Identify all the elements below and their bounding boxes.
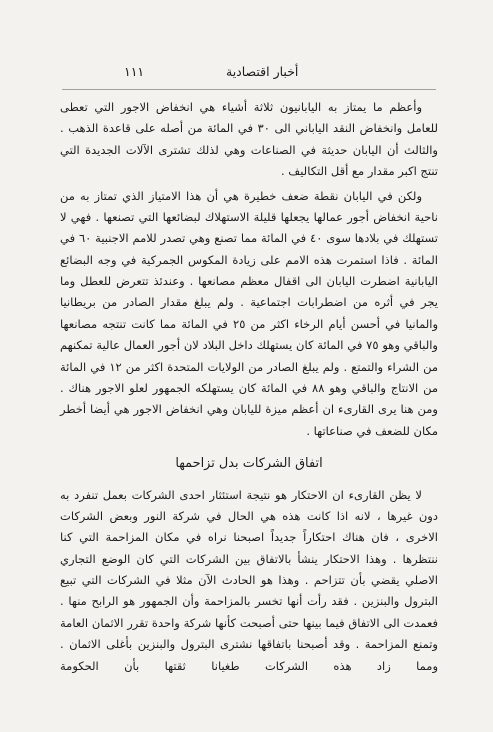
paragraph: لا يظن القارىء ان الاحتكار هو نتيجة استئثار احدى الشركات بعمل تنفرد به دون غيرها ، لانه اذا كانت هذه هي الحال في شركة النور وبعض الشركات الاخرى ، فان هناك احتكاراً جديداً اصبحنا نراه في مكان المزاحمة التي كنا ننتظرها . وهذا الاحتكار ينشأ بالاتفاق بين الشركات التي كان الوضع التجاري الاصلي يقضي بأن تتزاحم . وهذا هو الحادث الآن مثلا في الشركات التي تبيع البترول والبنزين . فقد رأت أنها تخسر بالمزاحمة وأن الجمهور هو الرابح منها . فعمدت الى الاتفاق فيما بينها حتى أصبحت كأنها شركة واحدة تقرر الاثمان العامة وتمنع المزاحمة . وقد أصبحنا باتفاقها نشترى البترول والبنزين بأغلى الاثمان . ومما زاد هذه الشركات طغيانا ثقتها بأن الحكومة [60,487,438,673]
body-text [60,97,438,677]
paragraph: ولكن في اليابان نقطة ضعف خطيرة هي أن هذا الامتياز الذي تمتاز به من ناحية انخفاض أجور عمالها يجعلها قليلة الاستهلاك لبضائعها التي تصنعها . فهي لا تستهلك في بلادها سوى ٤٠ في المائة مما تصنع وهي تصدر للامم الاجنبية ٦٠ في المائة . فاذا استمرت هذه الامم على زيادة المكوس الجمركية في وجه البضائع اليابانية اضطرت اليابان الى اقفال معظم مصانعها . وعندئذ تتعرض للعطل وما يجر في أثره من اضطرابات اجتماعية . ولم يبلغ مقدار الصادر من بريطانيا والمانيا في أحسن أيام الرخاء اكثر من ٢٥ في المائة مما كانت تنتجه مصانعها والباقي وهو ٧٥ في المائة كان يستهلك داخل البلاد لان أجور العمال عالية تمكنهم من الشراء والتمتع . ولم يبلغ الصادر من الولايات المتحدة اكثر من ١٢ في المائة من الانتاج والباقي وهو ٨٨ في المائة كان يستهلكه الجمهور لعلو الاجور هناك . ومن هنا يرى القارىء ان أعظم ميزة لليابان وهي انخفاض الاجور هي أيضا أخطر مكان للضعف في صناعاتها . [60,188,439,438]
paragraph: وأعظم ما يمتاز به اليابانيون ثلاثة أشياء هي انخفاض الاجور التي تعطى للعامل وانخفاض النقد الياباني الى ٣٠ في المائة من أصله على قاعدة الذهب . والثالث أن اليابان حديثة في الصناعات وهي لذلك تشترى الآلات الجديدة التي تنتج اكبر مقدار مع أقل التكاليف . [60,100,438,179]
running-title: أخبار اقتصادية [226,64,299,79]
running-header [0,0,493,90]
section-heading: اتفاق الشركات بدل تزاحمها [175,456,323,471]
page-number: ١١١ [124,64,145,79]
header-rule [62,89,436,90]
